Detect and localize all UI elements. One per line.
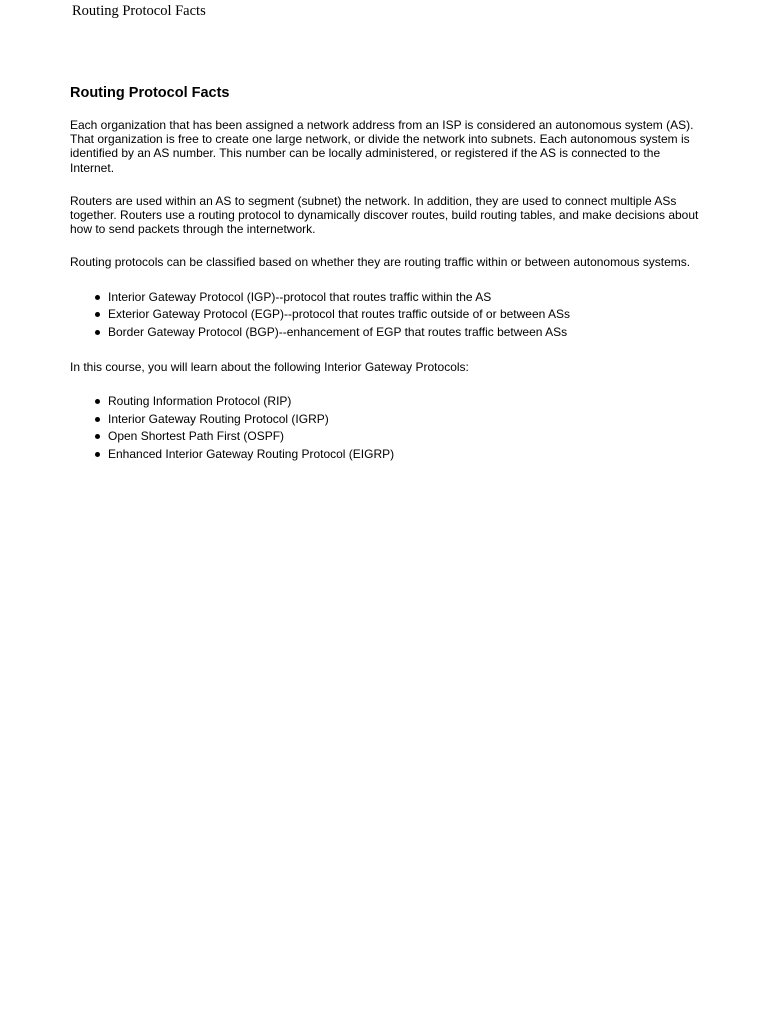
running-header: Routing Protocol Facts [72,3,206,19]
list-item [108,446,702,464]
bullet-icon [95,452,100,457]
bullet-icon [95,399,100,404]
list-item-text: Border Gateway Protocol (BGP)--enhancement of EGP that routes traffic between ASs [108,324,568,339]
list-item-text: Interior Gateway Routing Protocol (IGRP) [108,411,329,426]
bullet-icon [95,434,100,439]
paragraph-autonomous-system: Each organization that has been assigned a network address from an ISP is considered an autonomous system (AS). That organization is free to create one large network, or divide the network into subnets. Each autonomous system is identified by an AS number. This number can be locally administered, or registered if the AS is connected to the Internet. [70,118,694,175]
igp-list [70,393,702,463]
list-item [108,428,702,446]
paragraph-classification: Routing protocols can be classified based on whether they are routing traffic within or between autonomous systems. [70,255,691,270]
list-item-text: Exterior Gateway Protocol (EGP)--protocol that routes traffic outside of or between ASs [108,307,570,322]
list-item-text: Routing Information Protocol (RIP) [108,394,292,409]
bullet-icon [95,417,100,422]
bullet-icon [95,330,100,335]
list-item [108,306,702,324]
document-body [70,84,702,482]
list-item-text: Enhanced Interior Gateway Routing Protocol (EIGRP) [108,446,395,461]
paragraph-routers: Routers are used within an AS to segment (subnet) the network. In addition, they are used to connect multiple ASs together. Routers use a routing protocol to dynamically discover routes, build routing tables, and make decisions about how to send packets through the internetwork. [70,193,699,237]
document-title: Routing Protocol Facts [70,85,230,101]
bullet-icon [95,312,100,317]
list-item-text: Interior Gateway Protocol (IGP)--protocol that routes traffic within the AS [108,289,492,304]
list-item [108,324,702,342]
list-item [108,411,702,429]
list-item [108,289,702,307]
list-item [108,393,702,411]
paragraph-course-intro: In this course, you will learn about the following Interior Gateway Protocols: [70,360,469,375]
protocol-class-list [70,289,702,342]
list-item-text: Open Shortest Path First (OSPF) [108,429,285,444]
bullet-icon [95,295,100,300]
